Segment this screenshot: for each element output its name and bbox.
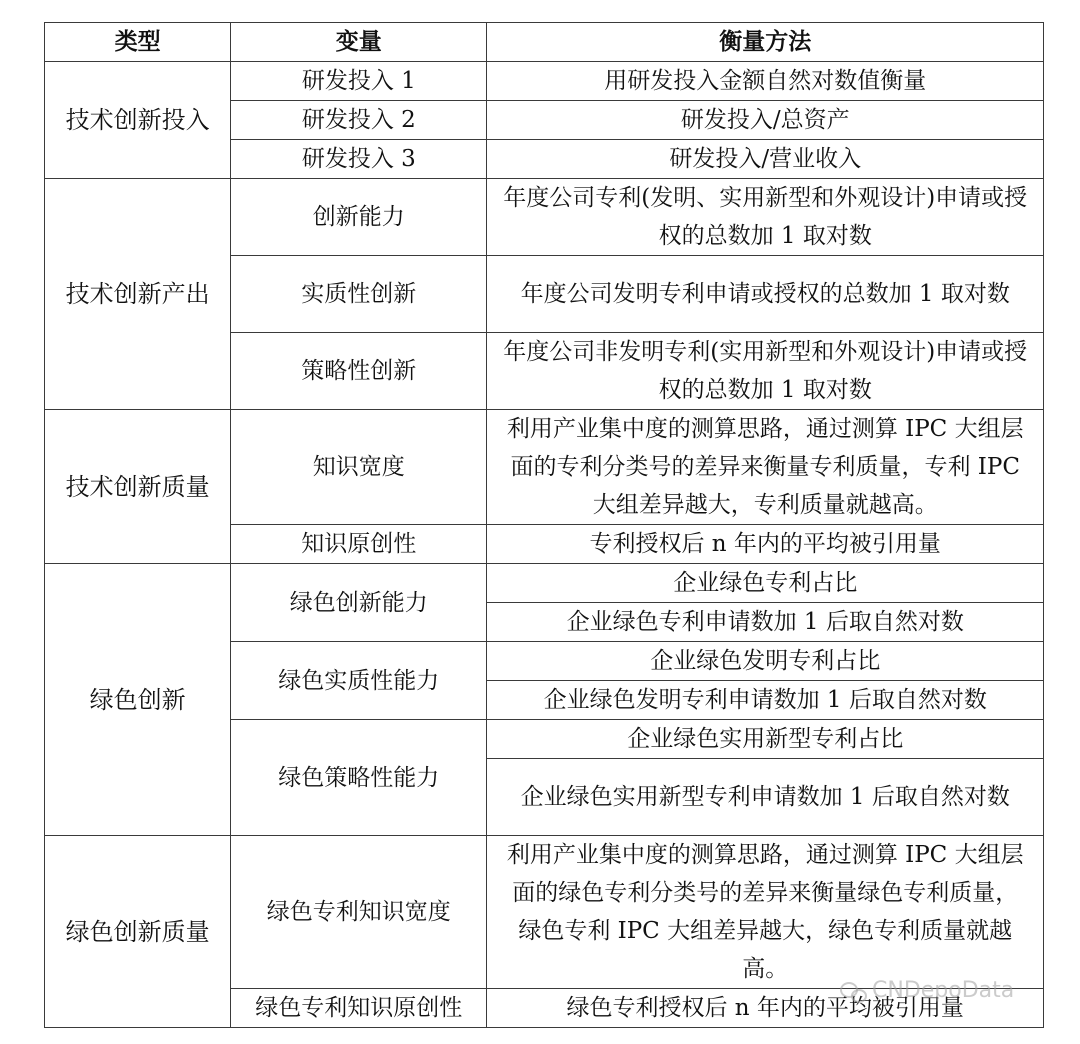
variable-cell: 绿色专利知识原创性 xyxy=(231,989,487,1028)
table-row xyxy=(45,410,1044,525)
method-cell: 企业绿色发明专利占比 xyxy=(487,642,1044,681)
method-cell: 研发投入/营业收入 xyxy=(487,140,1044,179)
method-cell: 研发投入/总资产 xyxy=(487,101,1044,140)
variable-cell: 研发投入 3 xyxy=(231,140,487,179)
method-cell: 企业绿色专利申请数加 1 后取自然对数 xyxy=(487,603,1044,642)
measurement-table xyxy=(44,22,1044,1028)
method-cell: 利用产业集中度的测算思路，通过测算 IPC 大组层面的专利分类号的差异来衡量专利质量，专利 IPC 大组差异越大，专利质量就越高。 xyxy=(487,410,1044,525)
variable-cell: 绿色创新能力 xyxy=(231,564,487,642)
method-cell: 企业绿色专利占比 xyxy=(487,564,1044,603)
method-cell: 绿色专利授权后 n 年内的平均被引用量 xyxy=(487,989,1044,1028)
variable-cell: 策略性创新 xyxy=(231,333,487,410)
type-cell: 绿色创新质量 xyxy=(45,836,231,1028)
header-variable: 变量 xyxy=(231,23,487,62)
watermark xyxy=(840,978,1014,1003)
header-row xyxy=(45,23,1044,62)
method-cell: 年度公司发明专利申请或授权的总数加 1 取对数 xyxy=(487,256,1044,333)
watermark-text: CNDepoData xyxy=(872,978,1015,1003)
variable-cell: 绿色策略性能力 xyxy=(231,720,487,836)
method-cell: 企业绿色发明专利申请数加 1 后取自然对数 xyxy=(487,681,1044,720)
variable-cell: 绿色实质性能力 xyxy=(231,642,487,720)
variable-cell: 创新能力 xyxy=(231,179,487,256)
variable-cell: 知识原创性 xyxy=(231,525,487,564)
type-cell: 技术创新产出 xyxy=(45,179,231,410)
variable-cell: 研发投入 2 xyxy=(231,101,487,140)
table-row xyxy=(45,564,1044,603)
variable-cell: 实质性创新 xyxy=(231,256,487,333)
header-type: 类型 xyxy=(45,23,231,62)
method-cell: 年度公司非发明专利(实用新型和外观设计)申请或授权的总数加 1 取对数 xyxy=(487,333,1044,410)
type-cell: 技术创新投入 xyxy=(45,62,231,179)
method-cell: 企业绿色实用新型专利占比 xyxy=(487,720,1044,759)
type-cell: 技术创新质量 xyxy=(45,410,231,564)
variable-cell: 研发投入 1 xyxy=(231,62,487,101)
wechat-icon xyxy=(840,980,866,1002)
table-row xyxy=(45,62,1044,101)
header-method: 衡量方法 xyxy=(487,23,1044,62)
variable-cell: 绿色专利知识宽度 xyxy=(231,836,487,989)
table-row xyxy=(45,836,1044,989)
method-cell: 年度公司专利(发明、实用新型和外观设计)申请或授权的总数加 1 取对数 xyxy=(487,179,1044,256)
method-cell: 利用产业集中度的测算思路，通过测算 IPC 大组层面的绿色专利分类号的差异来衡量绿色专利质量，绿色专利 IPC 大组差异越大，绿色专利质量就越高。 xyxy=(487,836,1044,989)
method-cell: 专利授权后 n 年内的平均被引用量 xyxy=(487,525,1044,564)
method-cell: 用研发投入金额自然对数值衡量 xyxy=(487,62,1044,101)
method-cell: 企业绿色实用新型专利申请数加 1 后取自然对数 xyxy=(487,759,1044,836)
table-row xyxy=(45,179,1044,256)
variable-cell: 知识宽度 xyxy=(231,410,487,525)
type-cell: 绿色创新 xyxy=(45,564,231,836)
